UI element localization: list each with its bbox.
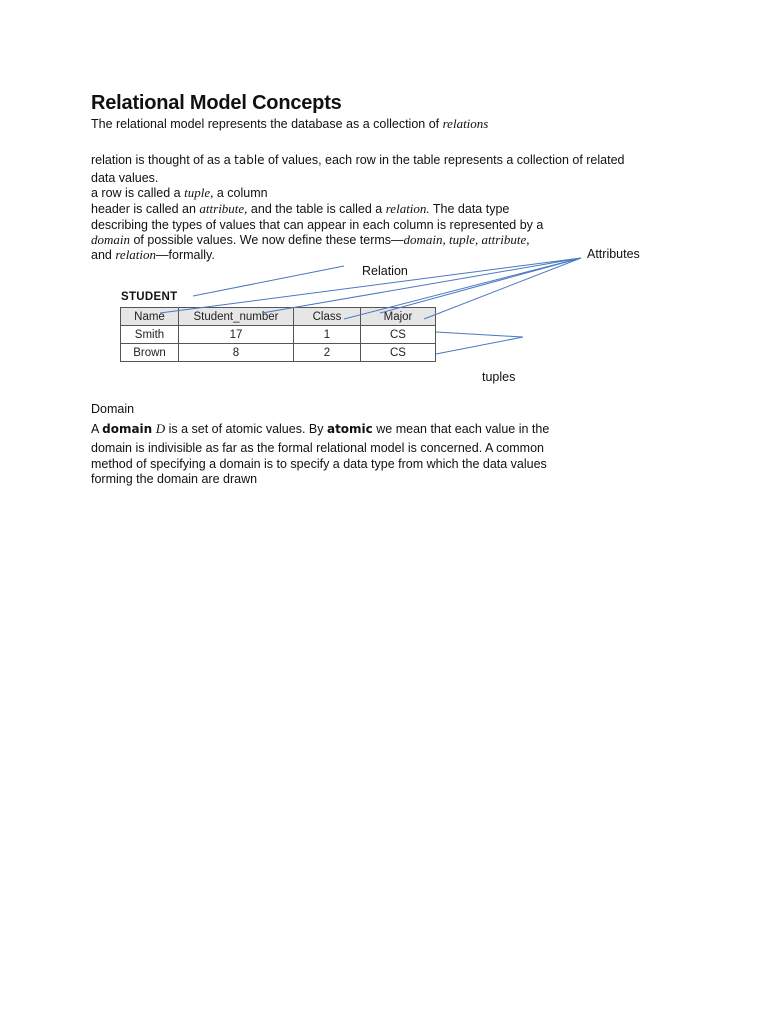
para1-l6-terms: domain, tuple, attribute, <box>403 232 530 247</box>
para1-line2: data values. <box>91 171 159 185</box>
domain-l1e: is a set of atomic values. By <box>165 422 327 436</box>
tuple-pointer-line <box>436 337 523 354</box>
table-cell: 1 <box>294 326 361 344</box>
column-header: Student_number <box>179 308 294 326</box>
para1-l3c: a column <box>213 186 268 200</box>
relation-label: Relation <box>362 264 408 278</box>
para1-l4-relation: relation. <box>385 201 430 216</box>
page-title: Relational Model Concepts <box>91 92 342 114</box>
domain-heading: Domain <box>91 402 135 416</box>
para1-l6b: of possible values. We now define these terms— <box>130 233 404 247</box>
attribute-pointer-line <box>262 258 581 313</box>
para1-l1a: relation is thought of as a <box>91 153 235 167</box>
para1-l6-domain: domain <box>91 232 130 247</box>
domain-l1-d: D <box>155 421 166 436</box>
para1-l7c: —formally. <box>156 248 215 262</box>
tuple-pointer-line <box>436 332 523 337</box>
para1-l3a: a row is called a <box>91 186 185 200</box>
column-header: Major <box>361 308 436 326</box>
para1-l1c: of values, each row in the table represents a collection of related <box>264 153 625 167</box>
table-cell: Smith <box>121 326 179 344</box>
table-caption: STUDENT <box>121 291 178 303</box>
para1-l7a: and <box>91 248 116 262</box>
attribute-pointer-line <box>344 258 581 319</box>
domain-line1 <box>91 421 549 437</box>
para1-l7-relation: relation <box>115 247 157 262</box>
column-header: Class <box>294 308 361 326</box>
domain-l1a: A <box>91 422 103 436</box>
table-cell: Brown <box>121 344 179 362</box>
intro-text: The relational model represents the database as a collection of <box>91 117 443 131</box>
column-header: Name <box>121 308 179 326</box>
domain-l1g: we mean that each value in the <box>372 422 550 436</box>
table-cell: 2 <box>294 344 361 362</box>
table-cell: CS <box>361 326 436 344</box>
para1-l1-table: table <box>234 153 265 167</box>
para1-l4a: header is called an <box>91 202 200 216</box>
attributes-label: Attributes <box>587 247 640 261</box>
para1-l4c: and the table is called a <box>247 202 386 216</box>
table-cell: 17 <box>179 326 294 344</box>
intro-italic: relations <box>442 116 489 131</box>
domain-line3: method of specifying a domain is to specify a data type from which the data values <box>91 457 547 471</box>
attribute-pointer-line <box>380 258 581 313</box>
domain-l1-domain: domain <box>102 422 153 436</box>
attribute-pointer-line <box>160 258 581 313</box>
para1-l4e: The data type <box>429 202 510 216</box>
domain-line2: domain is indivisible as far as the formal relational model is concerned. A common <box>91 441 544 455</box>
para1-l4-attribute: attribute, <box>199 201 248 216</box>
para1-l3-tuple: tuple, <box>184 185 214 200</box>
para1-line5: describing the types of values that can appear in each column is represented by a <box>91 218 544 232</box>
table-cell: CS <box>361 344 436 362</box>
table-cell: 8 <box>179 344 294 362</box>
domain-l1-atomic: atomic <box>326 422 373 436</box>
attribute-pointer-line <box>424 258 581 319</box>
tuples-label: tuples <box>482 370 516 384</box>
domain-line4: forming the domain are drawn <box>91 472 258 486</box>
